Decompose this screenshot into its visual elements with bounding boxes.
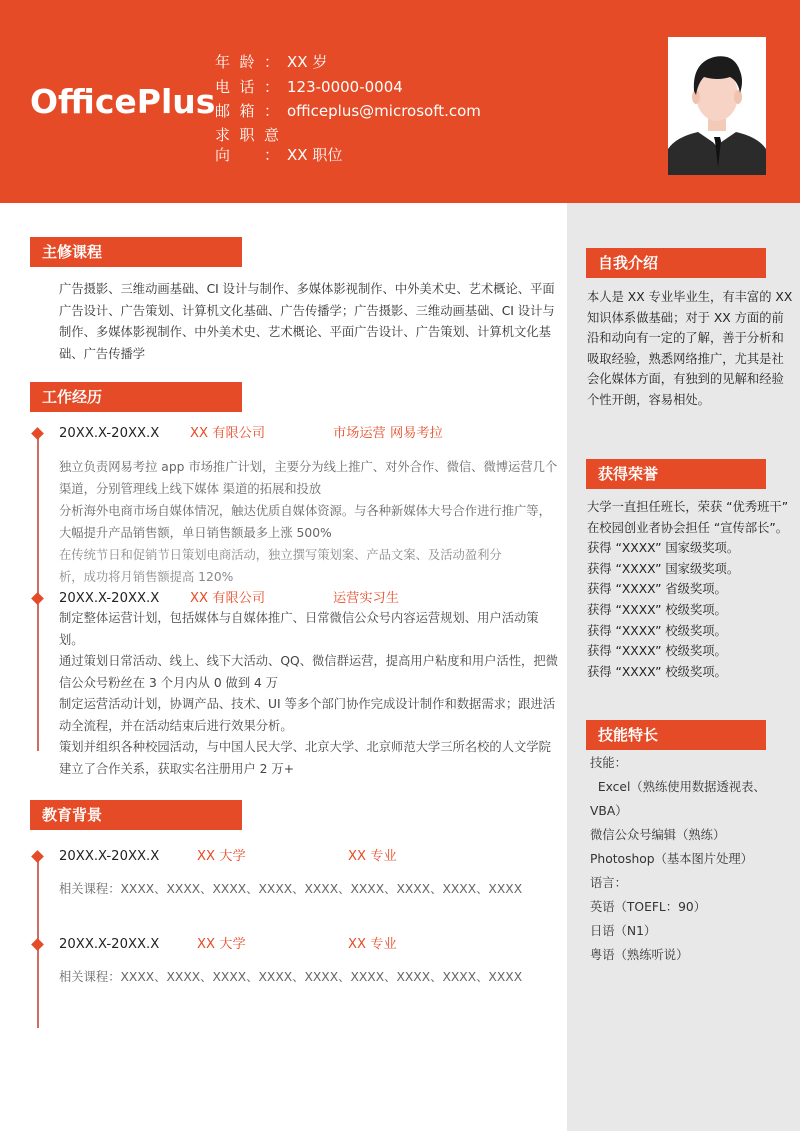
text-line: 获得 “XXXX” 校级奖项。 [587,602,727,617]
text-line: 个性开朗，容易相处。 [587,392,710,407]
timeline-diamond [31,427,44,440]
honors-text [587,497,793,682]
edu-date: 20XX.X-20XX.X [59,849,160,864]
info-objective [215,125,342,165]
section-title-work: 工作经历 [30,382,242,412]
info-phone [215,77,403,97]
job-company: XX 有限公司 [190,591,266,606]
text-line: VBA） [590,804,628,818]
text-line: 信公众号粉丝在 3 个月内从 0 做到 4 万 [59,675,279,690]
job-role: 运营实习生 [333,591,399,606]
skills-text [590,751,790,967]
info-label: 电话： [215,78,279,96]
text-line: 语言： [590,876,627,890]
job-date: 20XX.X-20XX.X [59,426,160,441]
job-role: 市场运营 网易考拉 [333,426,443,441]
timeline-diamond [31,592,44,605]
text-line: 英语（TOEFL：90） [590,900,707,914]
info-email [215,101,481,121]
text-line: 分析海外电商市场自媒体情况，触达优质自媒体资源。与各种新媒体大号合作进行推广等， [59,504,551,518]
section-title-education: 教育背景 [30,800,242,830]
timeline-diamond [31,938,44,951]
edu-major: XX 专业 [348,937,397,952]
edu-courses: 相关课程：XXXX、XXXX、XXXX、XXXX、XXXX、XXXX、XXXX、XXXX、XXXX [59,882,523,896]
text-line: 建立了合作关系，获取实名注册用户 2 万+ [59,761,294,776]
text-line: 广告设计、广告策划、计算机文化基础、广告传播学；广告摄影、三维动画基础、CI 设计与 [59,303,555,318]
section-title-honors: 获得荣誉 [586,459,766,489]
avatar-icon [668,37,766,175]
text-line: 微信公众号编辑（熟练） [590,828,726,842]
text-line: 技能： [590,756,627,770]
info-value: XX 职位 [287,146,343,164]
text-line: 粤语（熟练听说） [590,948,689,962]
text-line: Excel（熟练使用数据透视表、 [590,780,766,794]
text-line: 本人是 XX 专业毕业生，有丰富的 XX [587,290,793,304]
text-line: 吸取经验，熟悉网络推广，尤其是社 [587,351,784,366]
info-value: XX 岁 [287,53,328,71]
section-title-courses: 主修课程 [30,237,242,267]
info-label: 年龄： [215,53,279,71]
info-label: 求职意向： [215,126,279,164]
section-title-skills: 技能特长 [586,720,766,750]
text-line: 广告摄影、三维动画基础、CI 设计与制作、多媒体影视制作、中外美术史、艺术概论、平面 [59,282,555,296]
profile-photo [668,37,766,175]
text-line: 础、广告传播学 [59,346,146,361]
text-line: 制作、多媒体影视制作、中外美术史、艺术概论、平面广告设计、广告策划、计算机文化基 [59,325,551,339]
text-line: 日语（N1） [590,924,657,938]
info-label: 邮箱： [215,102,279,120]
text-line: 知识体系做基础；对于 XX 方面的前 [587,310,784,325]
section-title-intro: 自我介绍 [586,248,766,278]
job-description [59,608,559,780]
text-line: 获得 “XXXX” 校级奖项。 [587,623,727,638]
timeline-diamond [31,850,44,863]
edu-school: XX 大学 [197,849,246,864]
text-line: 大学一直担任班长，荣获 “优秀班干” [587,500,789,514]
info-value: officeplus@microsoft.com [287,102,481,120]
edu-date: 20XX.X-20XX.X [59,937,160,952]
info-age [215,52,327,72]
job-date: 20XX.X-20XX.X [59,591,160,606]
edu-school: XX 大学 [197,937,246,952]
text-line: 获得 “XXXX” 国家级奖项。 [587,541,740,556]
text-line: 获得 “XXXX” 国家级奖项。 [587,561,740,576]
job-description [59,456,559,588]
text-line: 大幅提升产品销售额，单日销售额最多上涨 500% [59,526,332,540]
text-line: 制定整体运营计划，包括媒体与自媒体推广、日常微信公众号内容运营规划、用户活动策划。 [59,611,539,647]
courses-text [59,279,559,365]
text-line: 获得 “XXXX” 校级奖项。 [587,664,727,679]
text-line: 动全流程，并在活动结束后进行效果分析。 [59,718,293,733]
text-line: 获得 “XXXX” 校级奖项。 [587,644,727,659]
text-line: 通过策划日常活动、线上、线下大活动、QQ、微信群运营，提高用户粘度和用户活性，把微 [59,654,558,668]
text-line: Photoshop（基本图片处理） [590,852,753,866]
job-company: XX 有限公司 [190,426,266,441]
text-line: 独立负责网易考拉 app 市场推广计划，主要分为线上推广、对外合作、微信、微博运营几个 [59,460,558,474]
text-line: 会化媒体方面，有独到的见解和经验 [587,372,784,387]
text-line: 制定运营活动计划，协调产品、技术、UI 等多个部门协作完成设计制作和数据需求；跟进活 [59,697,556,711]
text-line: 渠道，分别管理线上线下媒体 渠道的拓展和投放 [59,482,322,496]
edu-major: XX 专业 [348,849,397,864]
text-line: 获得 “XXXX” 省级奖项。 [587,582,727,597]
text-line: 沿和动向有一定的了解，善于分析和 [587,331,784,346]
text-line: 策划并组织各种校园活动，与中国人民大学、北京大学、北京师范大学三所名校的人文学院 [59,740,551,754]
text-line: 在校园创业者协会担任 “宣传部长”。 [587,520,789,535]
edu-courses: 相关课程：XXXX、XXXX、XXXX、XXXX、XXXX、XXXX、XXXX、XXXX、XXXX [59,970,523,984]
intro-text [587,287,793,411]
brand-name: OfficePlus [30,82,216,121]
text-line: 在传统节日和促销节日策划电商活动，独立撰写策划案、产品文案、及活动盈利分 [59,548,502,562]
info-value: 123-0000-0004 [287,78,403,96]
header-banner [0,0,800,203]
text-line: 析，成功将月销售额提高 120% [59,570,234,584]
